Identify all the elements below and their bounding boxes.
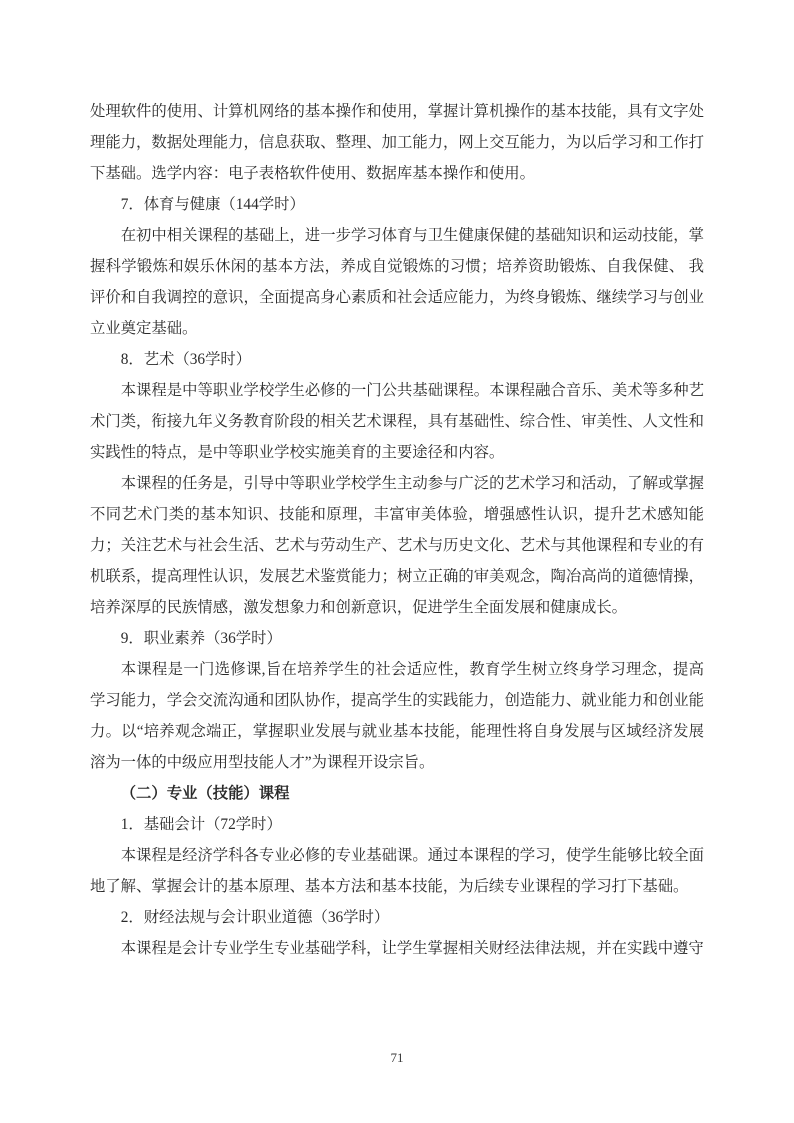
course-heading-vocational-quality: 9．职业素养（36学时）: [120, 630, 282, 647]
course-heading-basic-accounting: 1．基础会计（72学时）: [120, 816, 282, 833]
course-heading-finance-law-ethics: 2．财经法规与会计职业道德（36学时）: [120, 909, 390, 926]
page-footer: [0, 1050, 794, 1066]
paragraph-finance-law-ethics: 本课程是会计专业学生专业基础学科，让学生掌握相关财经法律法规，并在实践中遵守: [120, 940, 704, 957]
paragraph-vocational-quality: 本课程是一门选修课,旨在培养学生的社会适应性，教育学生树立终身学习理念，提高学习能力，学会交流沟通和团队协作，提高学生的实践能力，创造能力、就业能力和创业能力。以“培养观念端正，掌握职业发展与就业基本技能，能理性将自身发展与区域经济发展溶为一体的中级应用型技能人才”为课程开设宗旨。: [90, 661, 704, 771]
section-heading-specialty-courses: （二）专业（技能）课程: [120, 785, 290, 802]
page-number: 71: [390, 1050, 404, 1065]
course-heading-pe: 7．体育与健康（144学时）: [120, 196, 305, 213]
paragraph-art-2: 本课程的任务是，引导中等职业学校学生主动参与广泛的艺术学习和活动，了解或掌握不同艺术门类的基本知识、技能和原理，丰富审美体验，增强感性认识，提升艺术感知能力；关注艺术与社会生活、艺术与劳动生产、艺术与历史文化、艺术与其他课程和专业的有机联系，提高理性认识，发展艺术鉴赏能力；树立正确的审美观念，陶冶高尚的道德情操，培养深厚的民族情感，激发想象力和创新意识，促进学生全面发展和健康成长。: [90, 475, 704, 616]
paragraph-pe: 在初中相关课程的基础上，进一步学习体育与卫生健康保健的基础知识和运动技能，掌握科学锻炼和娱乐休闲的基本方法，养成自觉锻炼的习惯；培养资助锻炼、自我保健、 我评价和自我调控的意识，全面提高身心素质和社会适应能力，为终身锻炼、继续学习与创业立业奠定基础。: [90, 227, 704, 337]
paragraph-continued: 处理软件的使用、计算机网络的基本操作和使用，掌握计算机操作的基本技能，具有文字处理能力，数据处理能力，信息获取、整理、加工能力，网上交互能力，为以后学习和工作打下基础。选学内容：电子表格软件使用、数据库基本操作和使用。: [90, 103, 704, 182]
paragraph-art-1: 本课程是中等职业学校学生必修的一门公共基础课程。本课程融合音乐、美术等多种艺术门类，衔接九年义务教育阶段的相关艺术课程，具有基础性、综合性、审美性、人文性和实践性的特点，是中等职业学校实施美育的主要途径和内容。: [90, 382, 704, 461]
course-heading-art: 8．艺术（36学时）: [120, 351, 252, 368]
paragraph-basic-accounting: 本课程是经济学科各专业必修的专业基础课。通过本课程的学习，使学生能够比较全面地了解、掌握会计的基本原理、基本方法和基本技能，为后续专业课程的学习打下基础。: [90, 847, 704, 895]
page-content: [90, 96, 704, 964]
